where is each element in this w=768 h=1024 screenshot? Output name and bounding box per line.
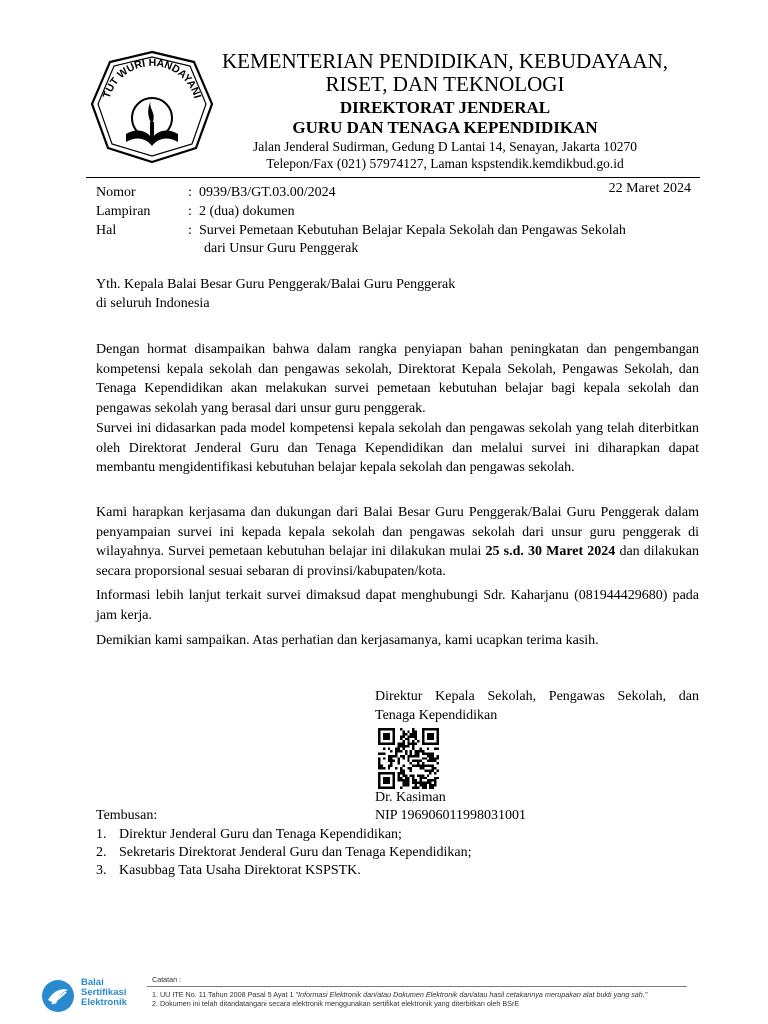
- signatory-title-line1: Direktur Kepala Sekolah, Pengawas Sekolah, dan: [375, 689, 699, 704]
- footer-notes-label: Catatan :: [152, 975, 182, 984]
- body-paragraph-1: Dengan hormat disampaikan bahwa dalam rangka penyiapan bahan peningkatan dan pengembangan kompetensi kepala sekolah dan pengawas sekolah, Direktorat Kepala Sekolah, Pengawas Sekolah, dan Tenaga Kependidikan akan melakukan survei pemetaan kebutuhan belajar bagi kepala sekolah dan pengawas sekolah yang berasal dari unsur guru penggerak.: [96, 342, 699, 416]
- logo-motto: TUT WURI HANDAYANI: [100, 56, 204, 100]
- ministry-name-line2: RISET, DAN TEKNOLOGI: [325, 72, 565, 96]
- footer-divider: [147, 986, 687, 987]
- hal-value-line2: dari Unsur Guru Penggerak: [204, 241, 359, 256]
- hal-colon: :: [188, 223, 192, 238]
- signatory-nip: NIP 196906011998031001: [375, 808, 527, 823]
- letterhead-divider: [86, 177, 700, 178]
- hal-value-line1: Survei Pemetaan Kebutuhan Belajar Kepala Sekolah dan Pengawas Sekolah: [199, 223, 626, 238]
- letter-date: 22 Maret 2024: [608, 181, 691, 196]
- letterhead-contact: Telepon/Fax (021) 57974127, Laman kspstendik.kemdikbud.go.id: [266, 156, 624, 171]
- tembusan-list: [96, 826, 472, 880]
- tembusan-label: Tembusan:: [96, 808, 158, 823]
- signature-qr-code: [378, 728, 439, 789]
- signatory-name: Dr. Kasiman: [375, 790, 446, 805]
- footer-note-1: 1. UU ITE No. 11 Tahun 2008 Pasal 5 Ayat 1 "Informasi Elektronik dan/atau Dokumen Elektronik dan/atau hasil cetakannya merupakan alat bukti yang sah.": [152, 990, 648, 999]
- list-item: 1. Direktur Jenderal Guru dan Tenaga Kependidikan;: [96, 827, 402, 842]
- lampiran-value: 2 (dua) dokumen: [199, 204, 295, 219]
- directorate-name-line1: DIREKTORAT JENDERAL: [339, 98, 551, 117]
- body-paragraph-4: Informasi lebih lanjut terkait survei dimaksud dapat menghubungi Sdr. Kaharjanu (081944429680) pada jam kerja.: [96, 588, 699, 623]
- signatory-title-line2: Tenaga Kependidikan: [375, 708, 498, 723]
- body-paragraph-2: Survei ini didasarkan pada model kompetensi kepala sekolah dan pengawas sekolah yang telah diterbitkan oleh Direktorat Jenderal Guru dan Tenaga Kependidikan dan melalui survei ini diharapkan dapat membantu mengidentifikasi kebutuhan belajar kepala sekolah dan pengawas sekolah.: [96, 421, 699, 475]
- bsre-logo-icon: [40, 978, 76, 1014]
- lampiran-colon: :: [188, 204, 192, 219]
- lampiran-label: Lampiran: [96, 204, 151, 219]
- recipient-line2: di seluruh Indonesia: [96, 296, 210, 311]
- recipient-line1: Yth. Kepala Balai Besar Guru Penggerak/Balai Guru Penggerak: [96, 277, 456, 292]
- nomor-label: Nomor: [96, 185, 136, 200]
- hal-label: Hal: [96, 223, 117, 238]
- body-paragraph-3: Kami harapkan kerjasama dan dukungan dari Balai Besar Guru Penggerak/Balai Guru Penggerak dalam penyampaian survei ini kepada kepala sekolah dan pengawas sekolah dari unsur guru penggerak di wilayahnya. Survei pemetaan kebutuhan belajar ini dilakukan mulai 25 s.d. 30 Maret 2024 dan dilakukan secara proporsional sesuai sebaran di provinsi/kabupaten/kota.: [96, 505, 699, 579]
- list-item: 3. Kasubbag Tata Usaha Direktorat KSPSTK.: [96, 863, 361, 878]
- body-paragraph-5: Demikian kami sampaikan. Atas perhatian dan kerjasamanya, kami ucapkan terima kasih.: [96, 633, 599, 648]
- directorate-name-line2: GURU DAN TENAGA KEPENDIDIKAN: [292, 118, 598, 137]
- letterhead-address: Jalan Jenderal Sudirman, Gedung D Lantai 14, Senayan, Jakarta 10270: [253, 139, 637, 154]
- ministry-name-line1: KEMENTERIAN PENDIDIKAN, KEBUDAYAAN,: [221, 49, 669, 73]
- nomor-value: 0939/B3/GT.03.00/2024: [199, 185, 336, 200]
- footer-note-2: 2. Dokumen ini telah ditandatangani secara elektronik menggunakan sertifikat elektronik yang diterbitkan oleh BSrE: [152, 999, 520, 1008]
- list-item: 2. Sekretaris Direktorat Jenderal Guru dan Tenaga Kependidikan;: [96, 845, 472, 860]
- tut-wuri-handayani-logo: [88, 48, 216, 166]
- bsre-wordmark: Balai Sertifikasi Elektronik: [81, 977, 127, 1008]
- survey-dates: 25 s.d. 30 Maret 2024: [485, 544, 616, 559]
- nomor-colon: :: [188, 185, 192, 200]
